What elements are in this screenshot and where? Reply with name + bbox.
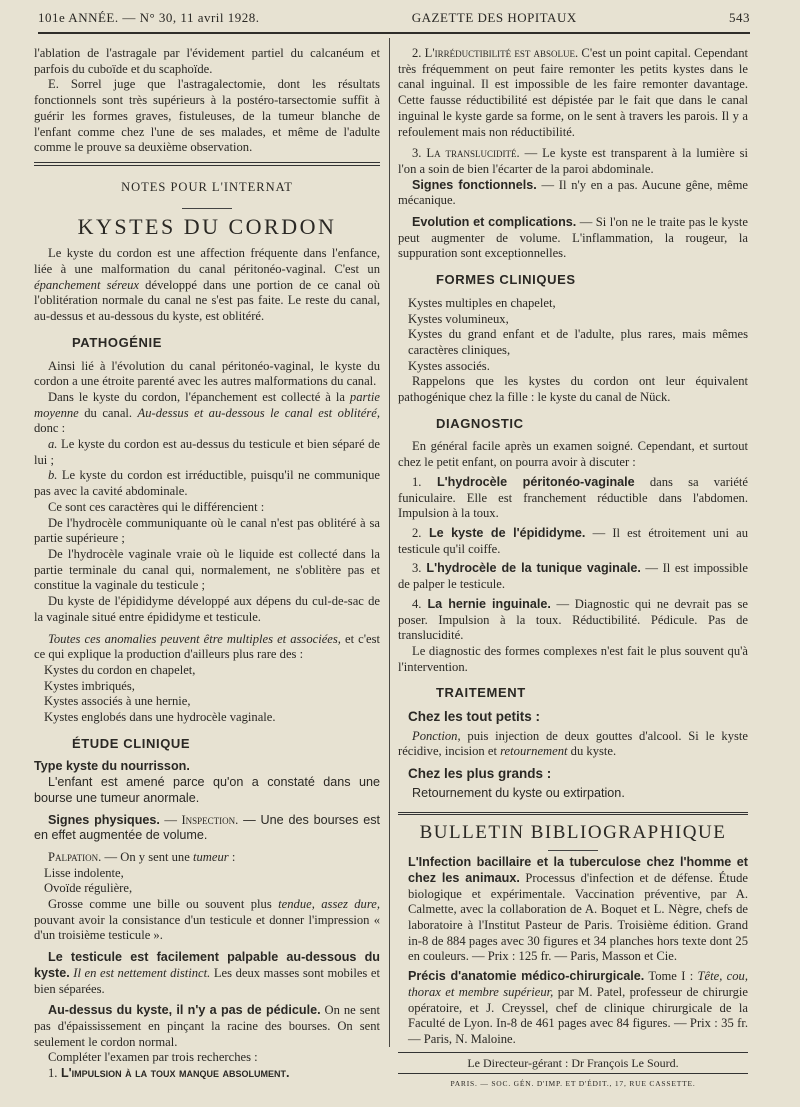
notes-heading: NOTES POUR L'INTERNAT <box>121 179 293 194</box>
testicule-paragraph: Le testicule est facilement palpable au-dessous du kyste. Il en est nettement distinct. Les deux masses sont mobiles et bien séparées. <box>34 950 380 996</box>
intro-paragraph-2: E. Sorrel juge que l'astragalectomie, dont les résultats fonctionnels sont très supérieurs à la postéro-tarsectomie suffit à guérir les formes graves, fistuleuses, de la tumeur blanche de l'enfant comme chez l'une de ses malades, et même de l'adulte comme le prouve sa deuxième observation. <box>34 77 380 155</box>
list-item: Kystes volumineux, <box>408 311 509 326</box>
bulletin-rule <box>398 812 748 815</box>
director-line: Le Directeur-gérant : Dr François Le Sourd. <box>398 1052 748 1072</box>
list-item: Kystes englobés dans une hydrocèle vaginale. <box>44 710 276 725</box>
pathogenie-p5: De l'hydrocèle vaginale vraie où le liquide est collecté dans la partie terminale du canal qui, normalement, ne s'oblitère pas et constitue la vaginale du testicule ; <box>34 546 380 593</box>
section-rule <box>34 162 380 166</box>
diagnostic-heading: DIAGNOSTIC <box>436 415 524 431</box>
formes-list <box>398 296 748 375</box>
list-item: Kystes multiples en chapelet, <box>408 295 556 310</box>
palpation: Palpation. — On y sent une tumeur : <box>48 849 236 864</box>
pathogenie-p7: Toutes ces anomalies peuvent être multiples et associées, et c'est ce qui explique la production d'ailleurs plus rare des : <box>34 631 380 662</box>
type-heading: Type kyste du nourrisson. <box>34 759 190 774</box>
anomalies-list <box>34 663 380 726</box>
etude-clinique-heading: ÉTUDE CLINIQUE <box>72 735 191 751</box>
diagnostic-intro: En général facile après un examen soigné. Cependant, et surtout chez le petit enfant, on pourra avoir à discuter : <box>398 439 748 470</box>
list-item: Ovoïde régulière, <box>44 881 133 896</box>
pathogenie-p3: Ce sont ces caractères qui le différencient : <box>48 499 265 514</box>
pedicule-paragraph: Au-dessus du kyste, il n'y a pas de pédicule. On ne sent pas d'épaississement en pinçant la racine des bourses. On sent seulement le cordon normal. <box>34 1003 380 1049</box>
list-item: Kystes associés à une hernie, <box>44 694 191 709</box>
plus-grands-text: Retournement du kyste ou extirpation. <box>412 785 625 800</box>
pathogenie-a: a. Le kyste du cordon est au-dessus du testicule et bien séparé de lui ; <box>34 437 380 467</box>
reference-1: L'Infection bacillaire et la tuberculose chez l'homme et chez les animaux. Processus d'infection et de défense. Étude biologique et expérimentale. Vaccination préventive, par A. Calmette, avec la collaboration de A. Boquet et L. Nègre, chefs de laboratoire à l'Institut Pasteur de Paris. Troisième édition. Grand in-8 de 884 pages avec 30 figures et 34 planches hors texte dont 25 en couleurs. — Prix : 125 fr. — Paris, Masson et Cie. <box>408 855 748 964</box>
completer-line: Compléter l'examen par trois recherches : <box>48 1050 258 1065</box>
grosse-paragraph: Grosse comme une bille ou souvent plus tendue, assez dure, pouvant avoir la consistance d'un testicule et donner l'impression « d'un troisième testicule ». <box>34 897 380 943</box>
issue-info: 101e ANNÉE. — N° 30, 11 avril 1928. <box>38 10 260 25</box>
short-rule <box>548 850 598 851</box>
short-rule <box>182 208 232 209</box>
left-column <box>34 46 380 1082</box>
diagnostic-end: Le diagnostic des formes complexes n'est fait le plus souvent qu'à l'intervention. <box>398 643 748 674</box>
signes-fonctionnels: Signes fonctionnels. — Il n'y en a pas. Aucune gêne, même mécanique. <box>398 177 748 208</box>
impulsion-line: 1. L'impulsion à la toux manque absolument. <box>48 1066 290 1081</box>
translucidite: 3. La translucidité. — Le kyste est transparent à la lumière si l'on a soin de bien l'écarter de la paroi abdominale. <box>398 146 748 176</box>
running-header <box>38 6 750 30</box>
pathogenie-p2: Dans le kyste du cordon, l'épanchement est collecté à la partie moyenne du canal. Au-dessus et au-dessous le canal est oblitéré, donc : <box>34 389 380 436</box>
type-text: L'enfant est amené parce qu'on a constaté dans une bourse une tumeur anormale. <box>34 775 380 805</box>
imprint-line: PARIS. — SOC. GÉN. D'IMP. ET D'ÉDIT., 17, RUE CASSETTE. <box>398 1073 748 1092</box>
diagnostic-2: 2. Le kyste de l'épididyme. — Il est étroitement uni au testicule qu'il coiffe. <box>398 525 748 556</box>
tumeur-list <box>34 866 380 897</box>
tout-petits-heading: Chez les tout petits : <box>408 709 541 725</box>
right-column <box>398 46 748 1092</box>
bulletin-title: BULLETIN BIBLIOGRAPHIQUE <box>419 821 727 843</box>
list-item: Kystes imbriqués, <box>44 678 135 693</box>
signes-physiques: Signes physiques. — Inspection. — Une des bourses est en effet augmentée de volume. <box>34 812 380 843</box>
irreductibilite: 2. L'irréductibilité est absolue. C'est un point capital. Cependant très fréquemment on peut faire remonter les petits kystes dans le canal inguinal. Il est impossible de les faire remonter davantage. Cette fausse réductibilité est dépistée par le fait que dans le canal inguinal le kyste garde sa forme, on le sent à travers les parois. Il y a refoulement mais non réductibilité. <box>398 46 748 139</box>
header-rule <box>38 32 750 34</box>
list-item: Kystes associés. <box>408 358 490 373</box>
evolution: Evolution et complications. — Si l'on ne le traite pas le kyste peut augmenter de volume. L'inflammation, la rougeur, la suppuration sont exceptionnelles. <box>398 215 748 261</box>
traitement-heading: TRAITEMENT <box>436 685 526 701</box>
formes-heading: FORMES CLINIQUES <box>436 272 576 288</box>
diagnostic-3: 3. L'hydrocèle de la tunique vaginale. — Il est impossible de palper le testicule. <box>398 561 748 592</box>
plus-grands-heading: Chez les plus grands : <box>408 766 552 782</box>
journal-title: GAZETTE DES HOPITAUX <box>411 10 577 25</box>
pathogenie-heading: PATHOGÉNIE <box>72 334 163 350</box>
list-item: Kystes du cordon en chapelet, <box>44 662 196 677</box>
definition-paragraph: Le kyste du cordon est une affection fréquente dans l'enfance, liée à une malformation du canal péritonéo-vaginal. C'est un épanchement séreux développé dans une portion de ce canal où l'oblitération normale du canal ne s'est pas faite. Le reste du canal, au-dessus et au-dessous du kyste, est oblitéré. <box>34 246 380 324</box>
page-number: 543 <box>728 10 750 25</box>
pathogenie-p6: Du kyste de l'épididyme développé aux dépens du cul-de-sac de la vaginale situé entre épididyme et testicule. <box>34 594 380 624</box>
rappelons: Rappelons que les kystes du cordon ont leur équivalent pathogénique chez la fille : le kyste du canal de Nück. <box>398 374 748 405</box>
diagnostic-1: 1. L'hydrocèle péritonéo-vaginale dans sa variété funiculaire. Elle est franchement réductible dans l'abdomen. Impulsion à la toux. <box>398 474 749 521</box>
intro-paragraph-1: l'ablation de l'astragale par l'évidement partiel du calcanéum et parfois du cuboïde et du scaphoïde. <box>34 46 380 76</box>
tout-petits-text: Ponction, puis injection de deux gouttes d'alcool. Si le kyste récidive, incision et retournement du kyste. <box>398 728 748 759</box>
pathogenie-p1: Ainsi lié à l'évolution du canal péritonéo-vaginal, le kyste du cordon a une étroite parenté avec les autres malformations du canal. <box>34 358 380 389</box>
list-item: Kystes du grand enfant et de l'adulte, plus rares, mais mêmes caractères cliniques, <box>408 327 748 357</box>
pathogenie-p4: De l'hydrocèle communiquante où le canal n'est pas oblitéré à sa partie supérieure ; <box>34 515 380 546</box>
pathogenie-b: b. Le kyste du cordon est irréductible, puisqu'il ne communique pas avec la cavité abdominale. <box>34 468 380 499</box>
diagnostic-4: 4. La hernie inguinale. — Diagnostic qui ne devrait pas se poser. Impulsion à la toux. Réductibilité. Pédicule. Pas de translucidité. <box>398 596 748 643</box>
article-title: KYSTES DU CORDON <box>77 213 337 239</box>
reference-2: Précis d'anatomie médico-chirurgicale. Tome I : Tête, cou, thorax et membre supérieur, par M. Patel, professeur de chirurgie opératoire, et J. Creyssel, chef de clinique chirurgicale de la Faculté de Lyon. In-8 de 461 pages avec 84 figures. — Prix : 35 fr. — Paris, N. Maloine. <box>408 969 749 1046</box>
column-divider <box>389 38 390 1047</box>
list-item: Lisse indolente, <box>44 865 124 880</box>
